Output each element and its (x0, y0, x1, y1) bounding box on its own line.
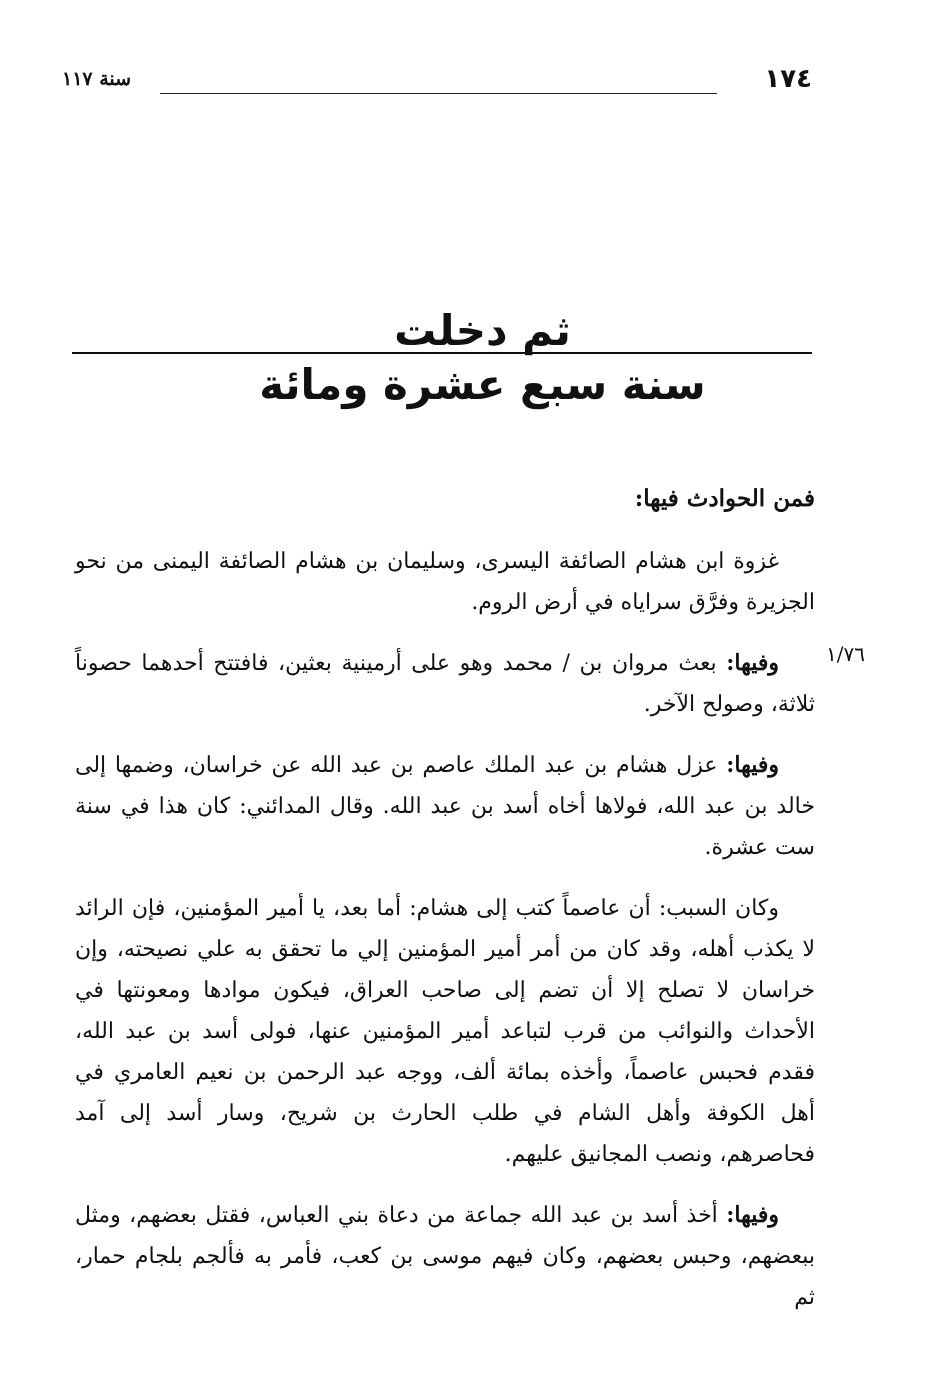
margin-reference: ١/٧٦ (826, 642, 865, 666)
paragraph-3-keyword: وفيها: (726, 752, 779, 778)
running-header (62, 64, 812, 96)
running-title: سنة ١١٧ (62, 68, 132, 90)
paragraph-2-text: بعث مروان بن / محمد وهو على أرمينية بعثين، فافتتح أحدهما حصوناً ثلاثة، وصولح الآخر. (75, 651, 815, 717)
paragraph-2 (75, 643, 815, 725)
heading-rule (72, 352, 812, 354)
paragraph-3 (75, 745, 815, 868)
paragraph-5-text: أخذ أسد بن عبد الله جماعة من دعاة بني العباس، فقتل بعضهم، ومثل ببعضهم، وحبس بعضهم، وكان فيهم موسى بن كعب، فأمر به فألجم بلجام حمار، ثم (75, 1203, 815, 1310)
page-number: ١٧٤ (764, 64, 812, 94)
body-text (75, 478, 815, 1338)
paragraph-2-keyword: وفيها: (726, 650, 779, 676)
paragraph-3-text: عزل هشام بن عبد الملك عاصم بن عبد الله عن خراسان، وضمها إلى خالد بن عبد الله، فولاها أخاه أسد بن عبد الله. وقال المدائني: كان هذا في سنة ست عشرة. (75, 753, 815, 860)
chapter-heading-line2: سنة سبع عشرة ومائة (259, 360, 706, 409)
paragraph-4: وكان السبب: أن عاصماً كتب إلى هشام: أما بعد، يا أمير المؤمنين، فإن الرائد لا يكذب أهله، وقد كان من أمر أمير المؤمنين إلي ما تحقق به علي نصيحته، وإن خراسان لا تصلح إلا أن تضم إلى صاحب العراق، فيكون موادها ومعونتها في الأحداث والنوائب من قرب لتباعد أمير المؤمنين عنها، فولى أسد بن عبد الله، فقدم فحبس عاصماً، وأخذه بمائة ألف، ووجه عبد الرحمن بن نعيم العامري في أهل الكوفة وأهل الشام في طلب الحارث بن شريح، وسار أسد إلى آمد فحاصرهم، ونصب المجانيق عليهم. (75, 896, 815, 1167)
paragraph-5 (75, 1195, 815, 1318)
chapter-heading-line1: ثم دخلت (394, 306, 571, 355)
intro-line: فمن الحوادث فيها: (634, 485, 815, 512)
paragraph-5-keyword: وفيها: (726, 1202, 779, 1228)
header-rule (160, 93, 717, 94)
paragraph-1: غزوة ابن هشام الصائفة اليسرى، وسليمان بن هشام الصائفة اليمنى من نحو الجزيرة وفرَّق سراياه في أرض الروم. (75, 549, 815, 615)
